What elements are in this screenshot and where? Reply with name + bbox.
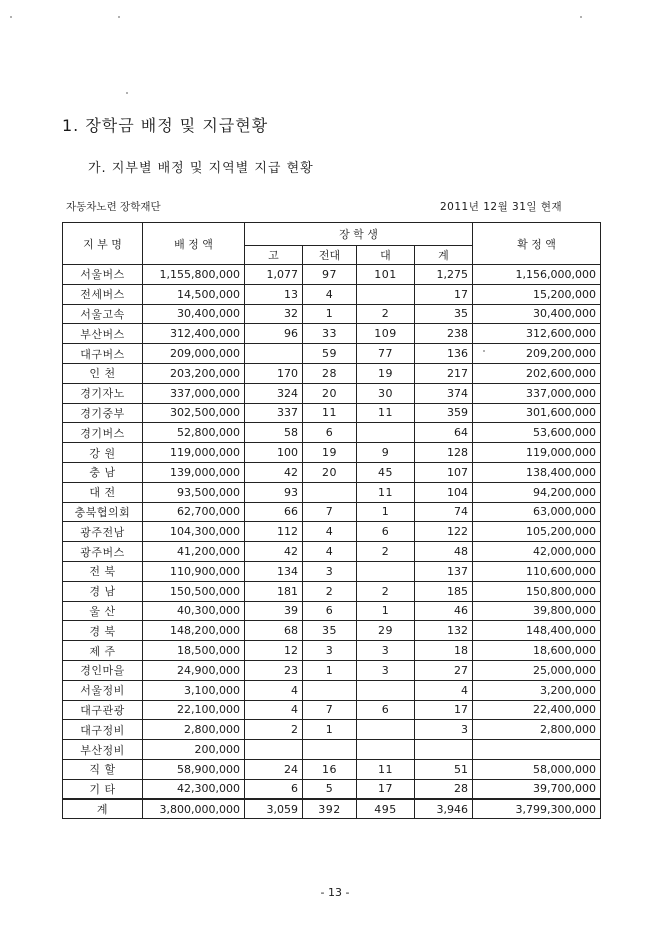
header-branch: 지 부 명 xyxy=(63,223,143,265)
cell-count-total: 48 xyxy=(415,542,473,562)
table-row xyxy=(63,759,601,779)
cell-university: 9 xyxy=(357,443,415,463)
header-college: 전대 xyxy=(303,246,357,265)
cell-college: 4 xyxy=(303,284,357,304)
cell-university: 19 xyxy=(357,363,415,383)
cell-college: 20 xyxy=(303,383,357,403)
cell-university: 3 xyxy=(357,641,415,661)
cell-count-total: 35 xyxy=(415,304,473,324)
cell-college: 16 xyxy=(303,759,357,779)
cell-allocation: 24,900,000 xyxy=(143,660,245,680)
cell-college xyxy=(303,680,357,700)
table-row xyxy=(63,720,601,740)
cell-count-total: 359 xyxy=(415,403,473,423)
cell-allocation: 200,000 xyxy=(143,740,245,760)
cell-college: 2 xyxy=(303,581,357,601)
cell-count-total: 185 xyxy=(415,581,473,601)
cell-confirmed: 3,200,000 xyxy=(473,680,601,700)
table-row xyxy=(63,462,601,482)
cell-branch: 제 주 xyxy=(63,641,143,661)
table-row xyxy=(63,522,601,542)
cell-college: 6 xyxy=(303,423,357,443)
cell-college: 19 xyxy=(303,443,357,463)
cell-branch: 부산정비 xyxy=(63,740,143,760)
cell-branch: 경인마을 xyxy=(63,660,143,680)
cell-allocation: 139,000,000 xyxy=(143,462,245,482)
cell-university: 1 xyxy=(357,601,415,621)
cell-confirmed: 53,600,000 xyxy=(473,423,601,443)
cell-branch: 충 남 xyxy=(63,462,143,482)
table-row xyxy=(63,561,601,581)
table-row xyxy=(63,284,601,304)
cell-allocation: 150,500,000 xyxy=(143,581,245,601)
subsection-heading: 가. 지부별 배정 및 지역별 지급 현황 xyxy=(88,161,314,176)
cell-confirmed: 42,000,000 xyxy=(473,542,601,562)
cell-university xyxy=(357,423,415,443)
cell-branch: 서울정비 xyxy=(63,680,143,700)
header-allocation: 배 정 액 xyxy=(143,223,245,265)
cell-confirmed: 2,800,000 xyxy=(473,720,601,740)
cell-high: 112 xyxy=(245,522,303,542)
cell-allocation: 40,300,000 xyxy=(143,601,245,621)
cell-confirmed: 25,000,000 xyxy=(473,660,601,680)
table-row xyxy=(63,383,601,403)
cell-count-total: 136 xyxy=(415,344,473,364)
cell-high: 24 xyxy=(245,759,303,779)
cell-allocation: 18,500,000 xyxy=(143,641,245,661)
cell-confirmed: 209,200,000 xyxy=(473,344,601,364)
cell-high: 42 xyxy=(245,462,303,482)
cell-university: 30 xyxy=(357,383,415,403)
cell-university xyxy=(357,680,415,700)
cell-allocation: 104,300,000 xyxy=(143,522,245,542)
cell-high: 1,077 xyxy=(245,265,303,285)
cell-college: 392 xyxy=(303,799,357,819)
scholarship-table xyxy=(62,222,601,819)
cell-allocation: 3,800,000,000 xyxy=(143,799,245,819)
cell-count-total: 128 xyxy=(415,443,473,463)
table-row xyxy=(63,265,601,285)
cell-confirmed: 105,200,000 xyxy=(473,522,601,542)
cell-college: 33 xyxy=(303,324,357,344)
scan-speck xyxy=(126,92,128,94)
cell-college: 59 xyxy=(303,344,357,364)
cell-college: 4 xyxy=(303,542,357,562)
cell-branch: 대 전 xyxy=(63,482,143,502)
cell-college: 1 xyxy=(303,720,357,740)
cell-count-total: 46 xyxy=(415,601,473,621)
scan-speck xyxy=(118,16,120,18)
cell-confirmed: 119,000,000 xyxy=(473,443,601,463)
cell-allocation: 14,500,000 xyxy=(143,284,245,304)
table-row xyxy=(63,482,601,502)
cell-count-total: 217 xyxy=(415,363,473,383)
cell-high: 68 xyxy=(245,621,303,641)
cell-allocation: 58,900,000 xyxy=(143,759,245,779)
cell-college: 6 xyxy=(303,601,357,621)
cell-confirmed: 3,799,300,000 xyxy=(473,799,601,819)
cell-college: 28 xyxy=(303,363,357,383)
cell-high: 96 xyxy=(245,324,303,344)
cell-branch: 경기자노 xyxy=(63,383,143,403)
cell-confirmed: 337,000,000 xyxy=(473,383,601,403)
page-number: - 13 - xyxy=(320,886,350,899)
cell-confirmed: 1,156,000,000 xyxy=(473,265,601,285)
cell-count-total: 74 xyxy=(415,502,473,522)
cell-allocation: 110,900,000 xyxy=(143,561,245,581)
table-row xyxy=(63,621,601,641)
cell-college: 11 xyxy=(303,403,357,423)
cell-high: 42 xyxy=(245,542,303,562)
cell-high: 181 xyxy=(245,581,303,601)
cell-allocation: 41,200,000 xyxy=(143,542,245,562)
cell-confirmed: 94,200,000 xyxy=(473,482,601,502)
cell-college: 4 xyxy=(303,522,357,542)
cell-high: 6 xyxy=(245,779,303,799)
cell-university: 17 xyxy=(357,779,415,799)
cell-university: 2 xyxy=(357,542,415,562)
cell-branch: 부산버스 xyxy=(63,324,143,344)
cell-confirmed: 22,400,000 xyxy=(473,700,601,720)
cell-branch: 대구관광 xyxy=(63,700,143,720)
cell-university: 101 xyxy=(357,265,415,285)
cell-college: 7 xyxy=(303,700,357,720)
cell-high: 58 xyxy=(245,423,303,443)
table-row xyxy=(63,660,601,680)
cell-confirmed: 148,400,000 xyxy=(473,621,601,641)
cell-college: 1 xyxy=(303,660,357,680)
section-heading: 1. 장학금 배정 및 지급현황 xyxy=(62,116,269,135)
header-high: 고 xyxy=(245,246,303,265)
table-body xyxy=(63,265,601,819)
cell-count-total: 51 xyxy=(415,759,473,779)
cell-university: 11 xyxy=(357,759,415,779)
cell-high: 170 xyxy=(245,363,303,383)
cell-university: 77 xyxy=(357,344,415,364)
cell-university: 6 xyxy=(357,700,415,720)
cell-count-total: 104 xyxy=(415,482,473,502)
cell-university: 45 xyxy=(357,462,415,482)
cell-college: 3 xyxy=(303,641,357,661)
cell-university: 11 xyxy=(357,482,415,502)
cell-count-total: 107 xyxy=(415,462,473,482)
cell-high: 2 xyxy=(245,720,303,740)
cell-count-total: 238 xyxy=(415,324,473,344)
cell-count-total: 137 xyxy=(415,561,473,581)
cell-branch: 직 할 xyxy=(63,759,143,779)
cell-count-total: 374 xyxy=(415,383,473,403)
cell-confirmed: 138,400,000 xyxy=(473,462,601,482)
table-row xyxy=(63,443,601,463)
cell-branch: 서울버스 xyxy=(63,265,143,285)
cell-university xyxy=(357,740,415,760)
cell-confirmed: 39,800,000 xyxy=(473,601,601,621)
table-row xyxy=(63,304,601,324)
cell-branch: 대구버스 xyxy=(63,344,143,364)
cell-college: 7 xyxy=(303,502,357,522)
cell-allocation: 30,400,000 xyxy=(143,304,245,324)
cell-high: 32 xyxy=(245,304,303,324)
cell-count-total: 64 xyxy=(415,423,473,443)
cell-high: 93 xyxy=(245,482,303,502)
cell-branch: 경기버스 xyxy=(63,423,143,443)
table-row xyxy=(63,502,601,522)
cell-high: 100 xyxy=(245,443,303,463)
scan-speck xyxy=(580,16,582,18)
cell-confirmed: 30,400,000 xyxy=(473,304,601,324)
cell-allocation: 209,000,000 xyxy=(143,344,245,364)
cell-high: 3,059 xyxy=(245,799,303,819)
cell-high xyxy=(245,344,303,364)
cell-college: 35 xyxy=(303,621,357,641)
cell-branch: 충북협의회 xyxy=(63,502,143,522)
cell-college: 3 xyxy=(303,561,357,581)
cell-college: 97 xyxy=(303,265,357,285)
cell-allocation: 2,800,000 xyxy=(143,720,245,740)
cell-college: 5 xyxy=(303,779,357,799)
cell-university: 2 xyxy=(357,581,415,601)
cell-branch: 전세버스 xyxy=(63,284,143,304)
cell-count-total: 3,946 xyxy=(415,799,473,819)
cell-confirmed: 15,200,000 xyxy=(473,284,601,304)
cell-allocation: 337,000,000 xyxy=(143,383,245,403)
table-row xyxy=(63,403,601,423)
cell-confirmed xyxy=(473,740,601,760)
cell-confirmed: 18,600,000 xyxy=(473,641,601,661)
cell-allocation: 52,800,000 xyxy=(143,423,245,443)
table-row xyxy=(63,324,601,344)
cell-allocation: 62,700,000 xyxy=(143,502,245,522)
cell-count-total: 28 xyxy=(415,779,473,799)
cell-branch: 광주전남 xyxy=(63,522,143,542)
cell-college xyxy=(303,740,357,760)
cell-university: 1 xyxy=(357,502,415,522)
table-row xyxy=(63,680,601,700)
cell-university xyxy=(357,284,415,304)
cell-high: 23 xyxy=(245,660,303,680)
cell-allocation: 22,100,000 xyxy=(143,700,245,720)
cell-allocation: 3,100,000 xyxy=(143,680,245,700)
cell-branch: 인 천 xyxy=(63,363,143,383)
cell-university: 2 xyxy=(357,304,415,324)
table-row xyxy=(63,740,601,760)
cell-count-total: 27 xyxy=(415,660,473,680)
cell-branch: 기 타 xyxy=(63,779,143,799)
scan-speck xyxy=(10,16,12,18)
cell-university xyxy=(357,720,415,740)
scan-speck xyxy=(483,350,485,352)
cell-confirmed: 58,000,000 xyxy=(473,759,601,779)
cell-allocation: 42,300,000 xyxy=(143,779,245,799)
cell-high: 324 xyxy=(245,383,303,403)
cell-allocation: 93,500,000 xyxy=(143,482,245,502)
table-row xyxy=(63,542,601,562)
cell-high: 134 xyxy=(245,561,303,581)
cell-branch: 광주버스 xyxy=(63,542,143,562)
cell-branch: 계 xyxy=(63,799,143,819)
cell-allocation: 1,155,800,000 xyxy=(143,265,245,285)
cell-confirmed: 301,600,000 xyxy=(473,403,601,423)
cell-allocation: 203,200,000 xyxy=(143,363,245,383)
cell-university: 3 xyxy=(357,660,415,680)
cell-confirmed: 312,600,000 xyxy=(473,324,601,344)
cell-count-total: 132 xyxy=(415,621,473,641)
cell-branch: 전 북 xyxy=(63,561,143,581)
cell-high: 4 xyxy=(245,700,303,720)
as-of-date: 2011년 12월 31일 현재 xyxy=(440,201,563,213)
cell-university xyxy=(357,561,415,581)
cell-high: 4 xyxy=(245,680,303,700)
cell-college: 20 xyxy=(303,462,357,482)
cell-branch: 울 산 xyxy=(63,601,143,621)
total-row xyxy=(63,799,601,819)
table-row xyxy=(63,581,601,601)
cell-confirmed: 110,600,000 xyxy=(473,561,601,581)
cell-branch: 강 원 xyxy=(63,443,143,463)
organization-label: 자동차노련 장학재단 xyxy=(66,201,161,213)
cell-university: 109 xyxy=(357,324,415,344)
cell-high xyxy=(245,740,303,760)
cell-university: 6 xyxy=(357,522,415,542)
cell-count-total: 3 xyxy=(415,720,473,740)
cell-count-total: 18 xyxy=(415,641,473,661)
cell-allocation: 119,000,000 xyxy=(143,443,245,463)
table-row xyxy=(63,700,601,720)
cell-high: 337 xyxy=(245,403,303,423)
table-row xyxy=(63,779,601,799)
cell-count-total: 122 xyxy=(415,522,473,542)
cell-allocation: 148,200,000 xyxy=(143,621,245,641)
cell-branch: 경기중부 xyxy=(63,403,143,423)
cell-high: 12 xyxy=(245,641,303,661)
cell-university: 29 xyxy=(357,621,415,641)
cell-confirmed: 150,800,000 xyxy=(473,581,601,601)
table-row xyxy=(63,641,601,661)
table-row xyxy=(63,344,601,364)
cell-university: 495 xyxy=(357,799,415,819)
cell-count-total: 17 xyxy=(415,700,473,720)
table-row xyxy=(63,363,601,383)
cell-confirmed: 63,000,000 xyxy=(473,502,601,522)
header-scholars: 장 학 생 xyxy=(245,223,473,246)
cell-branch: 서울고속 xyxy=(63,304,143,324)
header-confirmed: 확 정 액 xyxy=(473,223,601,265)
cell-allocation: 302,500,000 xyxy=(143,403,245,423)
cell-count-total: 1,275 xyxy=(415,265,473,285)
header-university: 대 xyxy=(357,246,415,265)
cell-university: 11 xyxy=(357,403,415,423)
cell-count-total xyxy=(415,740,473,760)
cell-branch: 경 북 xyxy=(63,621,143,641)
cell-count-total: 17 xyxy=(415,284,473,304)
cell-confirmed: 39,700,000 xyxy=(473,779,601,799)
header-count-total: 계 xyxy=(415,246,473,265)
cell-confirmed: 202,600,000 xyxy=(473,363,601,383)
cell-branch: 경 남 xyxy=(63,581,143,601)
cell-branch: 대구정비 xyxy=(63,720,143,740)
table-row xyxy=(63,423,601,443)
cell-allocation: 312,400,000 xyxy=(143,324,245,344)
table-row xyxy=(63,601,601,621)
cell-count-total: 4 xyxy=(415,680,473,700)
cell-high: 66 xyxy=(245,502,303,522)
cell-college xyxy=(303,482,357,502)
cell-high: 13 xyxy=(245,284,303,304)
cell-college: 1 xyxy=(303,304,357,324)
cell-high: 39 xyxy=(245,601,303,621)
